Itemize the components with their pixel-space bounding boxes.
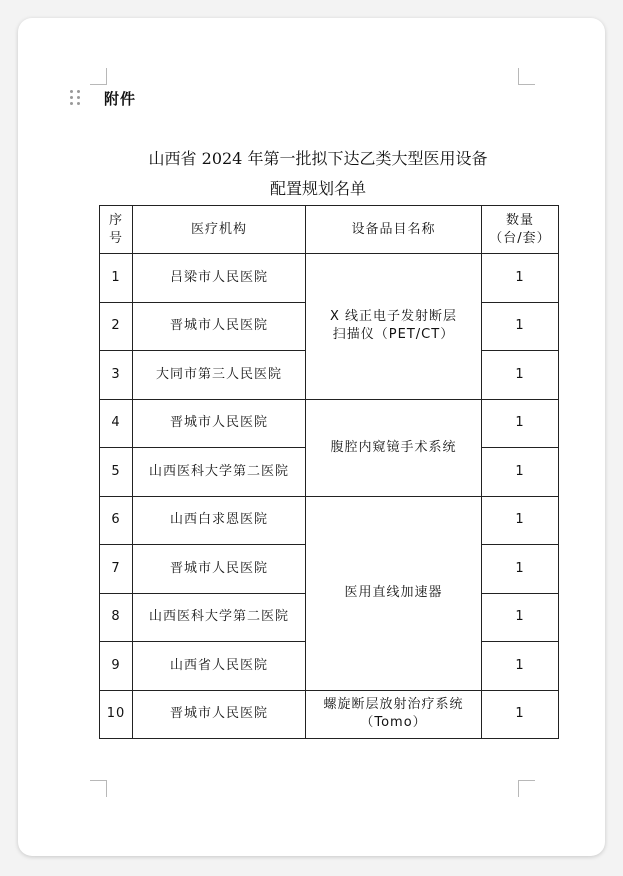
cell-seq: 4	[100, 399, 133, 448]
attachment-label: 附件	[104, 90, 137, 108]
cell-org: 晋城市人民医院	[133, 690, 306, 739]
cell-seq: 1	[100, 254, 133, 303]
cell-qty: 1	[482, 496, 559, 545]
cell-org: 山西白求恩医院	[133, 496, 306, 545]
cell-org: 山西省人民医院	[133, 642, 306, 691]
table-header-row	[100, 206, 559, 254]
cell-seq: 6	[100, 496, 133, 545]
cell-qty: 1	[482, 254, 559, 303]
cell-qty: 1	[482, 351, 559, 400]
equipment-plan-table	[99, 205, 559, 739]
cell-seq: 8	[100, 593, 133, 642]
crop-mark-bottom-left	[90, 780, 107, 797]
cell-seq: 9	[100, 642, 133, 691]
cell-seq: 5	[100, 448, 133, 497]
crop-mark-top-right	[518, 68, 535, 85]
cell-org: 吕梁市人民医院	[133, 254, 306, 303]
cell-seq: 10	[100, 690, 133, 739]
cell-qty: 1	[482, 593, 559, 642]
cell-org: 大同市第三人民医院	[133, 351, 306, 400]
table-row	[100, 254, 559, 303]
cell-org: 晋城市人民医院	[133, 545, 306, 594]
header-qty-line-2: （台/套）	[489, 230, 551, 246]
document-title-line-1: 山西省 2024 年第一批拟下达乙类大型医用设备	[148, 149, 488, 168]
cell-qty: 1	[482, 302, 559, 351]
cell-seq: 3	[100, 351, 133, 400]
cell-device-group-pet-ct	[306, 254, 482, 400]
cell-org: 山西医科大学第二医院	[133, 593, 306, 642]
cell-qty: 1	[482, 545, 559, 594]
crop-mark-bottom-right	[518, 780, 535, 797]
cell-device-group-laparoscope: 腹腔内窥镜手术系统	[306, 399, 482, 496]
header-device: 设备品目名称	[306, 206, 482, 254]
cell-device-group-linac: 医用直线加速器	[306, 496, 482, 690]
crop-mark-top-left	[90, 68, 107, 85]
header-seq	[100, 206, 133, 254]
cell-org: 晋城市人民医院	[133, 399, 306, 448]
cell-seq: 2	[100, 302, 133, 351]
cell-qty: 1	[482, 642, 559, 691]
header-qty-line-1: 数量	[505, 212, 534, 228]
document-title-line-2: 配置规划名单	[269, 179, 366, 198]
table-row	[100, 496, 559, 545]
table-row	[100, 399, 559, 448]
cell-org: 晋城市人民医院	[133, 302, 306, 351]
device-line-1: X 线正电子发射断层	[329, 309, 458, 325]
device-line-2: 扫描仪（PET/CT）	[332, 327, 455, 343]
cell-device-group-tomo	[306, 690, 482, 739]
cell-seq: 7	[100, 545, 133, 594]
header-org: 医疗机构	[133, 206, 306, 254]
device-line-2: （Tomo）	[360, 715, 427, 731]
table-row	[100, 690, 559, 739]
cell-qty: 1	[482, 448, 559, 497]
cell-qty: 1	[482, 399, 559, 448]
device-line-1: 螺旋断层放射治疗系统	[323, 697, 464, 713]
document-page	[18, 18, 605, 856]
header-seq-line-2: 号	[108, 230, 123, 246]
drag-handle-icon[interactable]	[70, 90, 80, 106]
header-seq-line-1: 序	[108, 212, 123, 228]
header-qty	[482, 206, 559, 254]
cell-qty: 1	[482, 690, 559, 739]
cell-org: 山西医科大学第二医院	[133, 448, 306, 497]
